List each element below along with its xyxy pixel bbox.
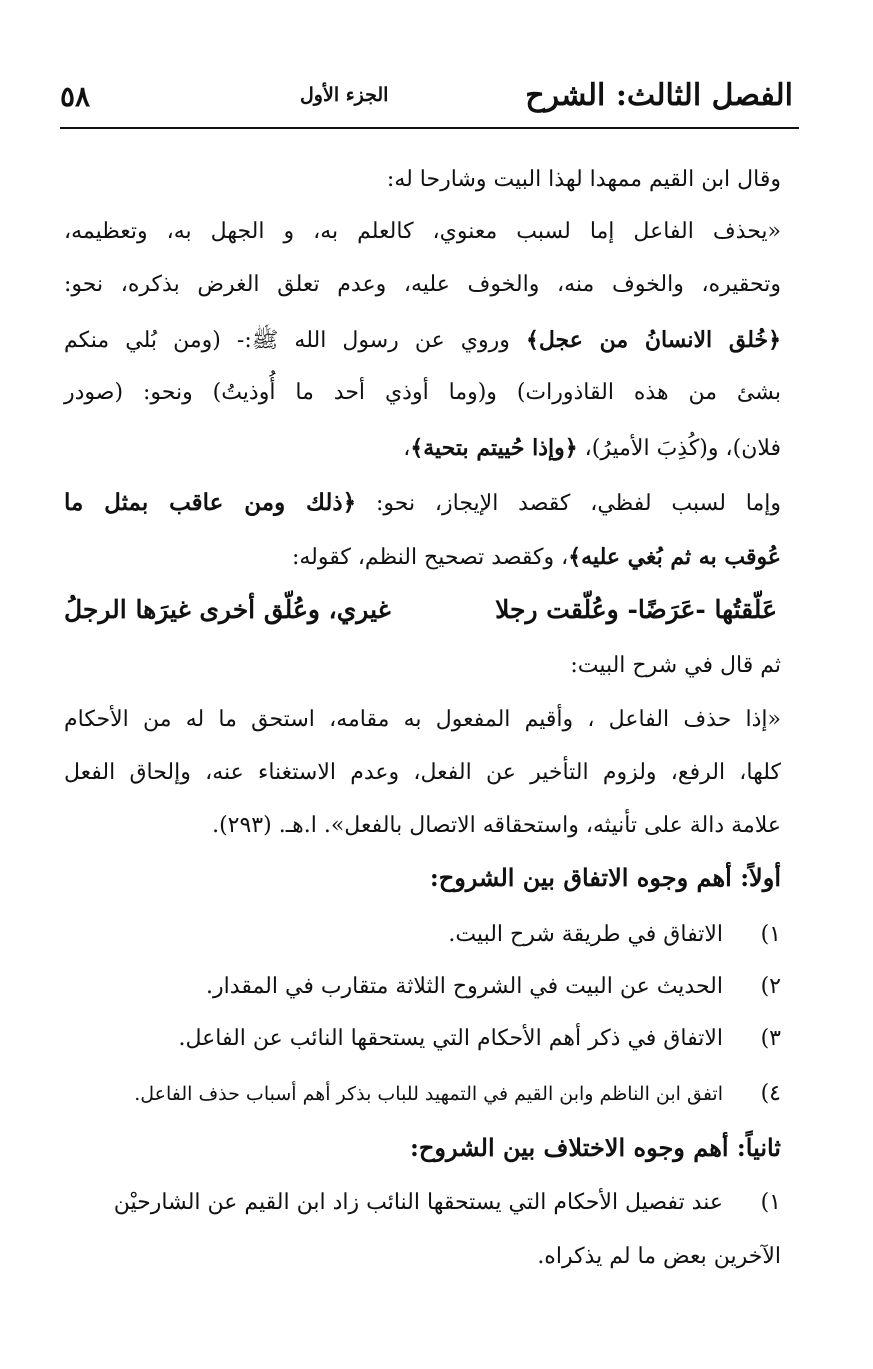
text-line-6-end: ، (403, 436, 411, 461)
list-item-number: ٤) (760, 1081, 781, 1106)
quran-quote-3a: ﴿ذلك ومن عاقب بمثل ما (64, 489, 357, 516)
text-line-9: ثم قال في شرح البيت: (570, 653, 781, 678)
text-line-1: وقال ابن القيم ممهدا لهذا البيت وشارحا له: (386, 167, 781, 192)
list-item (82, 1074, 781, 1114)
list-item-text: الاتفاق في ذكر أهم الأحكام التي يستحقها النائب عن الفاعل. (178, 1026, 723, 1051)
list-item-text: اتفق ابن الناظم وابن القيم في التمهيد للباب بذكر أهم أسباب حذف الفاعل. (134, 1083, 723, 1105)
section-heading-agreements: أولاً: أهم وجوه الاتفاق بين الشروح: (429, 863, 781, 892)
text-line-8 (292, 537, 781, 578)
list-item (62, 1183, 781, 1223)
quran-quote-3b: عُوقب به ثم بُغي عليه﴾ (568, 544, 781, 570)
section-heading-differences: ثانياً: أهم وجوه الاختلاف بين الشروح: (410, 1133, 781, 1162)
text-line-4-rest: وروي عن رسول الله ﷺ:- (ومن بُلي منكم (64, 328, 526, 353)
text-line-7 (64, 483, 781, 524)
text-line-last: الآخرين بعض ما لم يذكراه. (537, 1244, 781, 1269)
text-line-7-start: وإما لسبب لفظي، كقصد الإيجاز، نحو: (356, 491, 781, 516)
text-line-4 (64, 320, 781, 361)
list-item (82, 1019, 781, 1059)
list-item-number: ١) (760, 1190, 781, 1215)
quran-quote-2: ﴿وإذا حُييتم بتحية﴾ (410, 435, 578, 461)
text-line-10: «إذا حذف الفاعل ، وأقيم المفعول به مقامه، استحق ما له من الأحكام (64, 707, 781, 732)
list-item-text: عند تفصيل الأحكام التي يستحقها النائب زاد ابن القيم عن الشارحيْن (113, 1190, 723, 1215)
text-line-2: «يحذف الفاعل إما لسبب معنوي، كالعلم به، و الجهل به، وتعظيمه، (64, 219, 781, 244)
text-line-8-rest: ، وكقصد تصحيح النظم، كقوله: (291, 545, 569, 570)
list-item-text: الحديث عن البيت في الشروح الثلاثة متقارب في المقدار. (206, 974, 723, 999)
header-rule (60, 127, 799, 129)
text-line-12: علامة دالة على تأنيثه، واستحقاقه الاتصال بالفعل». ا.هـ. (٢٩٣). (212, 813, 781, 838)
page-header (60, 78, 793, 124)
verse-second-hemistich: غيري، وعُلّق أخرى غيرَها الرجلُ (64, 595, 391, 624)
poetry-verse (64, 590, 777, 634)
text-line-11: كلها، الرفع، ولزوم التأخير عن الفعل، وعدم الاستغناء عنه، وإلحاق الفعل (64, 760, 781, 785)
list-item-number: ٢) (760, 974, 781, 999)
list-item (82, 915, 781, 955)
chapter-title: الفصل الثالث: الشرح (525, 78, 793, 113)
text-line-3: وتحقيره، والخوف منه، والخوف عليه، وعدم تعلق الغرض بذكره، نحو: (64, 272, 781, 297)
list-item-text: الاتفاق في طريقة شرح البيت. (448, 922, 723, 947)
text-line-6 (403, 428, 781, 469)
list-item-number: ١) (760, 922, 781, 947)
part-title: الجزء الأول (300, 84, 389, 106)
text-line-6-start: فلان)، و(كُذِبَ الأميرُ)، (577, 436, 781, 461)
page-number: ٥٨ (60, 80, 91, 113)
verse-first-hemistich: عَلّقتُها -عَرَضًا- وعُلّقت رجلا (495, 595, 777, 624)
list-item-number: ٣) (760, 1026, 781, 1051)
list-item (82, 967, 781, 1007)
text-line-5: بشئ من هذه القاذورات) و(وما أوذي أحد ما أُوذيتُ) ونحو: (صودر (64, 380, 781, 405)
quran-quote-1: ﴿خُلق الانسانُ من عجل﴾ (525, 327, 781, 353)
